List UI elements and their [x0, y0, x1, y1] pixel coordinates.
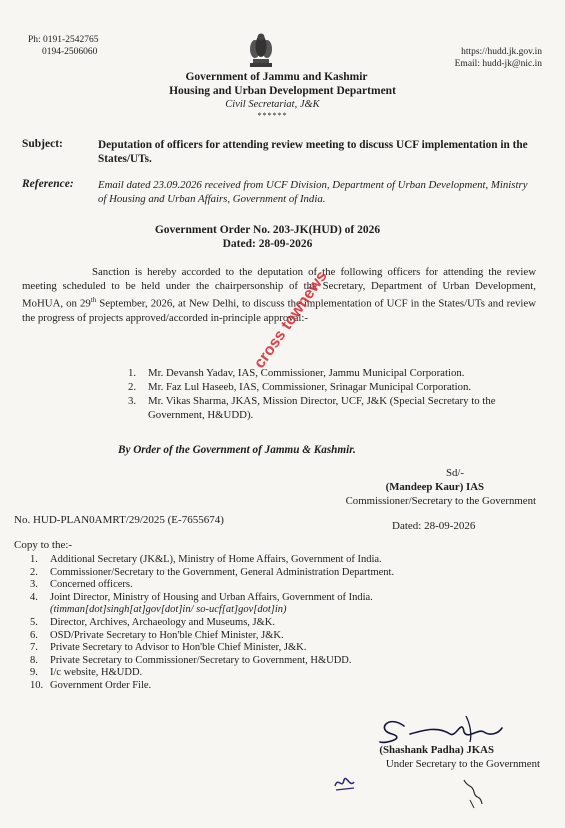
signature-block-1 [0, 466, 536, 508]
copy-item [30, 667, 530, 680]
reference-text: Email dated 23.09.2026 received from UCF Division, Department of Urban Development, Ministry of Housing and Urban Affairs, Government of India. [98, 179, 528, 205]
copy-list [30, 554, 530, 693]
copy-item [30, 617, 530, 630]
stars-divider: ****** [257, 111, 288, 120]
copy-heading: Copy to the:- [14, 539, 73, 551]
officers-list [128, 366, 538, 422]
list-text: OSD/Private Secretary to Hon'ble Chief Minister, J&K. [50, 629, 284, 641]
subject-label: Subject: [22, 138, 63, 150]
list-text: Additional Secretary (JK&L), Ministry of Home Affairs, Government of India. [50, 554, 382, 565]
copy-item [30, 655, 530, 668]
reference-label: Reference: [22, 178, 74, 190]
subject-text: Deputation of officers for attending review meeting to discuss UCF implementation in the States/UTs. [98, 139, 528, 165]
list-number: 2. [128, 381, 137, 393]
govt-name: Government of Jammu and Kashmir [185, 71, 368, 83]
signatory-2-designation: Under Secretary to the Government [385, 758, 540, 770]
list-text: Private Secretary to Commissioner/Secretary to Government, H&UDD. [50, 654, 352, 666]
list-number: 2. [30, 566, 38, 578]
list-number: 9. [30, 667, 38, 679]
emblem-icon [244, 32, 278, 70]
copy-item [30, 554, 530, 567]
list-number: 8. [30, 654, 38, 666]
list-text: Mr. Vikas Sharma, JKAS, Mission Director, UCF, J&K (Special Secretary to the Government, H&UDD). [148, 395, 496, 421]
order-date: Dated: 28-09-2026 [222, 238, 313, 250]
list-number: 3. [30, 579, 38, 591]
department-heading [0, 70, 565, 120]
order-number: Government Order No. 203-JK(HUD) of 2026 [154, 224, 381, 236]
officer-item [128, 380, 538, 394]
phone-block [28, 34, 98, 58]
office-name: Civil Secretariat, J&K [225, 99, 320, 110]
phone-1: Ph: 0191-2542765 [28, 35, 99, 45]
date-suffix: th [90, 296, 97, 305]
copy-item [30, 579, 530, 592]
copy-date: Dated: 28-09-2026 [392, 520, 476, 532]
list-number: 3. [128, 395, 137, 407]
order-heading [0, 223, 565, 251]
list-number: 10. [30, 679, 44, 691]
copy-item [30, 642, 530, 655]
handwritten-signature [366, 704, 506, 748]
paragraph-end: September, 2026, at New Delhi, to discuss the implementation of UCF in the States/UTs and review the progress of projects approved/accorded in-principle approval:- [22, 298, 536, 325]
list-number: 6. [30, 629, 38, 641]
list-text: Government Order File. [50, 679, 152, 691]
signatory-1-name: (Mandeep Kaur) IAS [385, 481, 484, 493]
list-number: 5. [30, 616, 38, 628]
file-number: No. HUD-PLAN0AMRT/29/2025 (E-7655674) [14, 514, 224, 526]
list-subtext: (timman[dot]singh[at]gov[dot]in/ so-ucf[at]gov[dot]in) [50, 604, 287, 616]
signature-block-2 [0, 743, 540, 771]
dispatch-mark [458, 774, 488, 810]
phone-2: 0194-2506060 [42, 47, 98, 57]
list-text: Commissioner/Secretary to the Government, General Administration Department. [50, 566, 395, 578]
signatory-2-name: (Shashank Padha) JKAS [379, 744, 494, 756]
list-text: Joint Director, Ministry of Housing and Urban Affairs, Government of India. [50, 591, 373, 603]
paragraph-start: Sanction is hereby accorded to the deputation of the following officers for attending the review meeting scheduled to be held under the chairpersonship of the Secretary, Department of Urban Development, MoHUA, on 29 [22, 266, 536, 310]
list-text: Private Secretary to Advisor to Hon'ble Chief Minister, J&K. [50, 642, 307, 654]
list-number: 4. [30, 591, 38, 603]
list-text: Director, Archives, Archaeology and Museums, J&K. [50, 616, 275, 628]
copy-item [30, 592, 530, 617]
by-order-line: By Order of the Government of Jammu & Kashmir. [118, 444, 356, 456]
list-text: Mr. Devansh Yadav, IAS, Commissioner, Jammu Municipal Corporation. [148, 367, 465, 379]
website-link[interactable]: https://hudd.jk.gov.in [461, 47, 542, 57]
list-text: I/c website, H&UDD. [50, 667, 143, 679]
copy-item [30, 567, 530, 580]
sd-mark: Sd/- [446, 467, 464, 479]
email-text: Email: hudd-jk@nic.in [454, 59, 542, 69]
list-text: Mr. Faz Lul Haseeb, IAS, Commissioner, Srinagar Municipal Corporation. [148, 381, 472, 393]
contact-block [402, 46, 542, 70]
sanction-paragraph [22, 265, 536, 325]
copy-item [30, 680, 530, 693]
list-text: Concerned officers. [50, 579, 133, 591]
officer-item [128, 394, 538, 422]
watermark-text: cross townews [251, 267, 331, 372]
copy-item [30, 630, 530, 643]
list-number: 7. [30, 642, 38, 654]
officer-item [128, 366, 538, 380]
initials-mark [332, 772, 358, 794]
dept-name: Housing and Urban Development Department [169, 85, 396, 97]
list-number: 1. [128, 367, 137, 379]
signatory-1-designation: Commissioner/Secretary to the Government [345, 495, 536, 507]
list-number: 1. [30, 554, 38, 565]
